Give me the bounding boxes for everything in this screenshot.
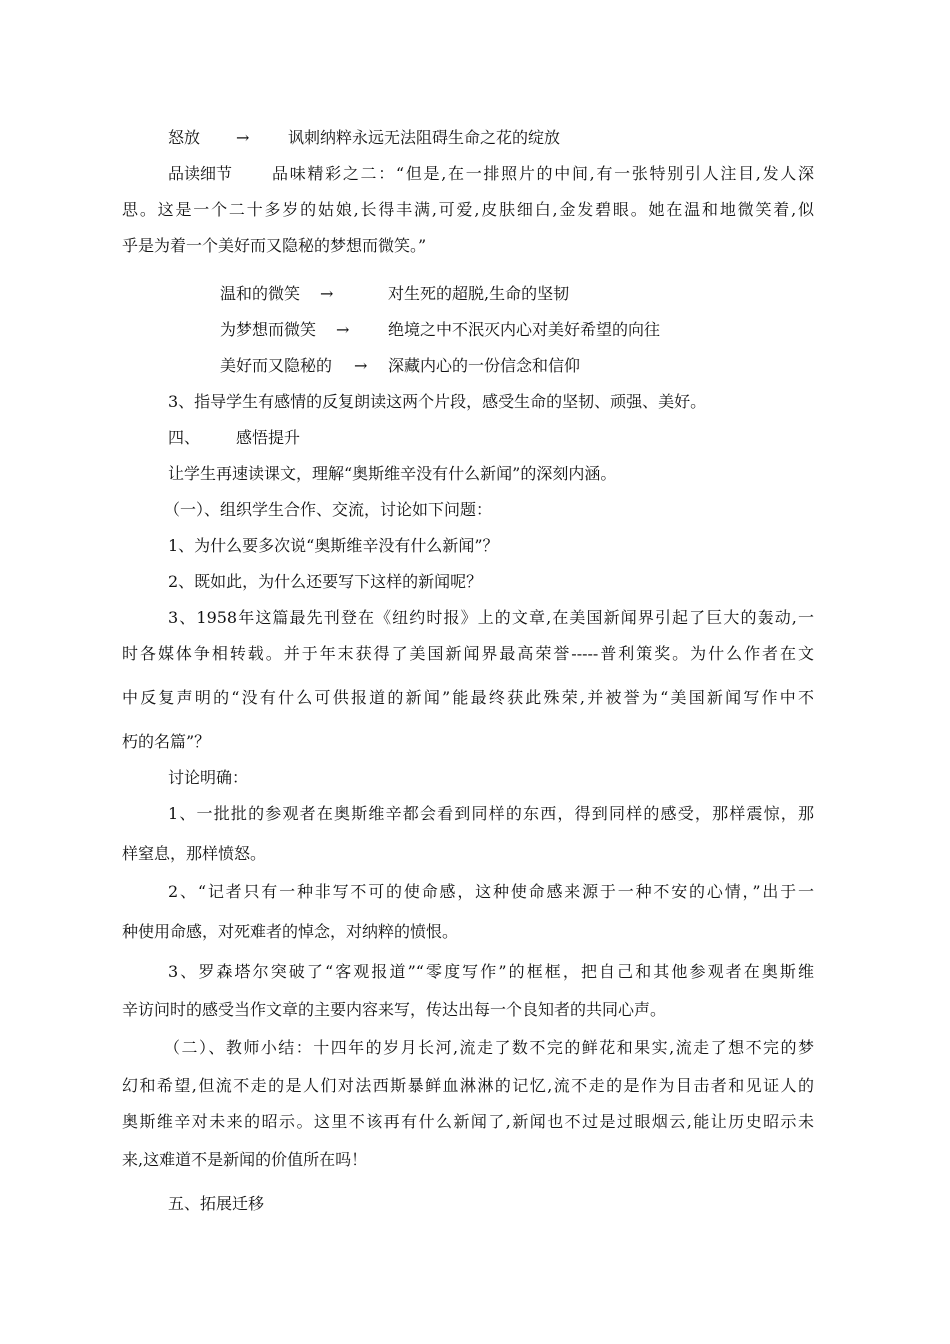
quote-start: 品味精彩之二：“但是,在一排照片的中间,有一张特别引人注目,发人深 xyxy=(272,164,814,183)
row-label: 怒放 xyxy=(168,128,201,147)
answer-2-line: 2、“记者只有一种非写不可的使命感，这种使命感来源于一种不安的心情，”出于一 xyxy=(168,882,814,901)
section-heading-5: 五、拓展迁移 xyxy=(168,1194,265,1213)
pair-meaning: 对生死的超脱,生命的坚韧 xyxy=(388,284,570,303)
question-3-line: 中反复声明的“没有什么可供报道的新闻”能最终获此殊荣,并被誉为“美国新闻写作中不 xyxy=(122,688,814,707)
section-title: 感悟提升 xyxy=(236,428,301,447)
quote-line: 思。这是一个二十多岁的姑娘,长得丰满,可爱,皮肤细白,金发碧眼。她在温和地微笑着,似 xyxy=(122,200,814,219)
answer-1-line: 样窒息，那样愤怒。 xyxy=(122,844,267,863)
answer-2-line: 种使用命感，对死难者的悼念，对纳粹的愤恨。 xyxy=(122,922,459,941)
question-2: 2、既如此，为什么还要写下这样的新闻呢？ xyxy=(168,572,483,591)
answer-3-line: 3、罗森塔尔突破了“客观报道”“零度写作”的框框，把自己和其他参观者在奥斯维 xyxy=(168,962,814,981)
summary-line: 幻和希望,但流不走的是人们对法西斯暴鲜血淋淋的记忆,流不走的是作为目击者和见证人的 xyxy=(122,1076,814,1095)
arrow-icon: → xyxy=(320,284,334,303)
pair-meaning: 绝境之中不泯灭内心对美好希望的向往 xyxy=(388,320,661,339)
question-3-line: 时各媒体争相转载。并于年末获得了美国新闻界最高荣誉-----普利策奖。为什么作者在文 xyxy=(122,644,814,663)
summary-line: （二）、教师小结：十四年的岁月长河,流走了数不完的鲜花和果实,流走了想不完的梦 xyxy=(164,1038,814,1057)
quote-line: 乎是为着一个美好而又隐秘的梦想而微笑。” xyxy=(122,236,427,255)
discussion-heading: 讨论明确： xyxy=(168,768,249,787)
answer-1-line: 1、一批批的参观者在奥斯维辛都会看到同样的东西，得到同样的感受，那样震惊，那 xyxy=(168,804,814,823)
question-1: 1、为什么要多次说“奥斯维辛没有什么新闻”？ xyxy=(168,536,499,555)
reread-instruction: 让学生再速读课文，理解“奥斯维辛没有什么新闻”的深刻内涵。 xyxy=(168,464,617,483)
row-meaning: 讽刺纳粹永远无法阻碍生命之花的绽放 xyxy=(288,128,561,147)
guide-reading: 3、指导学生有感情的反复朗读这两个片段，感受生命的坚韧、顽强、美好。 xyxy=(168,392,707,411)
question-3-line: 朽的名篇”？ xyxy=(122,732,211,751)
summary-line: 来,这难道不是新闻的价值所在吗！ xyxy=(122,1150,368,1169)
arrow-icon: → xyxy=(354,356,368,375)
question-3-line: 3、1958年这篇最先刊登在《纽约时报》上的文章,在美国新闻界引起了巨大的轰动,一 xyxy=(168,608,814,627)
answer-3-line: 辛访问时的感受当作文章的主要内容来写，传达出每一个良知者的共同心声。 xyxy=(122,1000,667,1019)
summary-line: 奥斯维辛对未来的昭示。这里不该再有什么新闻了,新闻也不过是过眼烟云,能让历史昭示未 xyxy=(122,1112,814,1131)
pair-term: 为梦想而微笑 xyxy=(220,320,317,339)
row-label: 品读细节 xyxy=(168,164,233,183)
pair-meaning: 深藏内心的一份信念和信仰 xyxy=(388,356,581,375)
discussion-intro: （一）、组织学生合作、交流，讨论如下问题： xyxy=(164,500,493,519)
section-number: 四、 xyxy=(168,428,201,447)
arrow-icon: → xyxy=(336,320,350,339)
pair-term: 美好而又隐秘的 xyxy=(220,356,333,375)
arrow-icon: → xyxy=(236,128,250,147)
pair-term: 温和的微笑 xyxy=(220,284,301,303)
